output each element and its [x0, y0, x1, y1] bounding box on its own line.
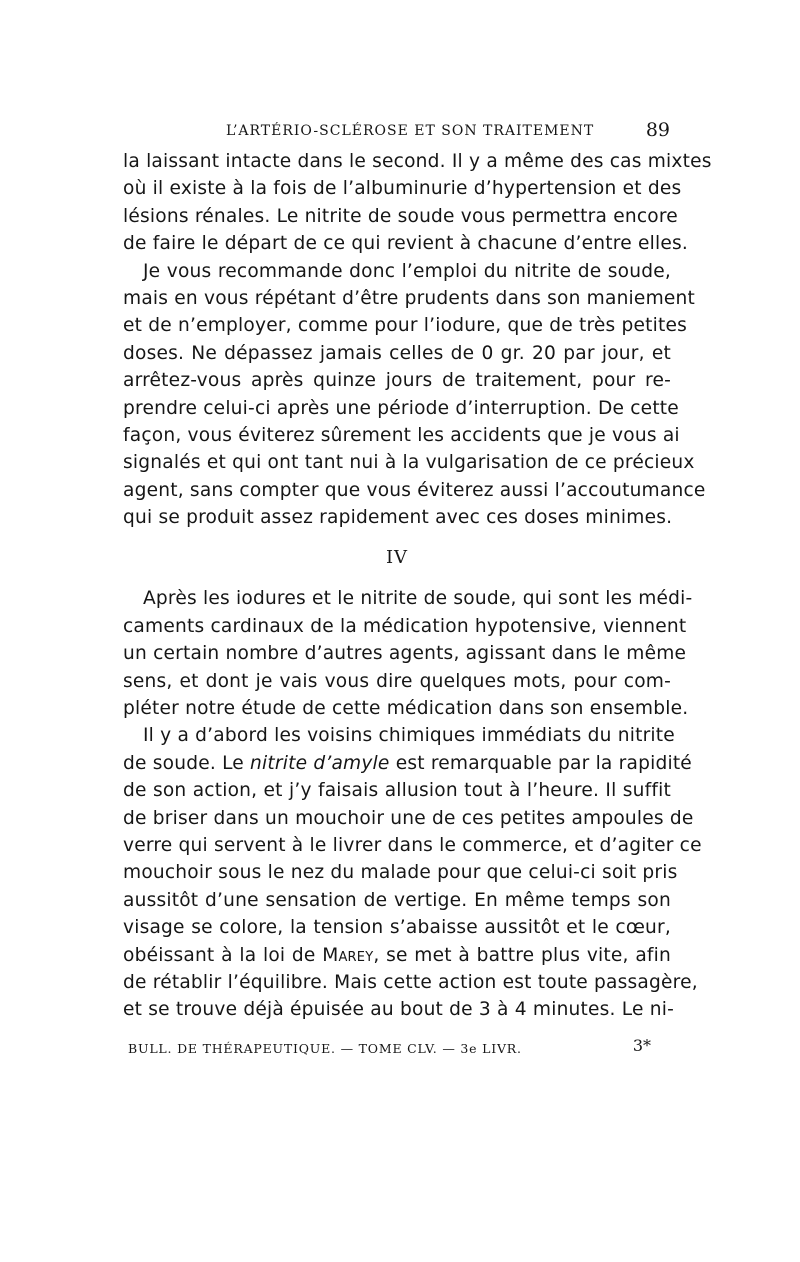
text-line: arrêtez-vous après quinze jours de traitement, pour re- [123, 370, 671, 392]
text-line: verre qui servent à le livrer dans le commerce, et d’agiter ce [123, 834, 702, 856]
text-line: de son action, et j’y faisais allusion tout à l’heure. Il suffit [123, 780, 671, 802]
text-line: et se trouve déjà épuisée au bout de 3 à 4 minutes. Le ni- [123, 999, 675, 1021]
text-line: Après les iodures et le nitrite de soude, qui sont les médi- [143, 588, 693, 610]
text-line: visage se colore, la tension s’abaisse aussitôt et le cœur, [123, 917, 671, 939]
text-line: de rétablir l’équilibre. Mais cette action est toute passagère, [123, 971, 698, 993]
text-line: qui se produit assez rapidement avec ces doses minimes. [123, 507, 673, 529]
text-line: prendre celui-ci après une période d’interruption. De cette [123, 397, 679, 419]
text-line: lésions rénales. Le nitrite de soude vous permettra encore [123, 205, 678, 227]
text-line: Il y a d’abord les voisins chimiques immédiats du nitrite [143, 725, 675, 747]
text-line [123, 750, 692, 777]
text-line: signalés et qui ont tant nui à la vulgarisation de ce précieux [123, 452, 695, 474]
page-footer [128, 1036, 651, 1060]
text-line: mouchoir sous le nez du malade pour que celui-ci soit pris [123, 862, 678, 884]
running-title: L’ARTÉRIO-SCLÉROSE ET SON TRAITEMENT [226, 123, 595, 139]
text-line: et de n’employer, comme pour l’iodure, que de très petites [123, 315, 688, 337]
page-number: 89 [645, 119, 670, 141]
text-line: agent, sans compter que vous éviterez aussi l’accoutumance [123, 479, 706, 501]
text-line: de briser dans un mouchoir une de ces petites ampoules de [123, 807, 694, 829]
text-line [123, 942, 671, 969]
text-line: mais en vous répétant d’être prudents dans son maniement [123, 287, 695, 309]
text-line: la laissant intacte dans le second. Il y a même des cas mixtes [123, 151, 712, 172]
section-heading: IV [385, 547, 409, 569]
small-caps-name: Marey [322, 944, 374, 966]
text-line: où il existe à la fois de l’albuminurie d’hypertension et des [123, 178, 682, 200]
text-line: façon, vous éviterez sûrement les accidents que je vous ai [123, 424, 680, 446]
text-line: pléter notre étude de cette médication dans son ensemble. [123, 698, 689, 720]
text-line: de faire le départ de ce qui revient à chacune d’entre elles. [123, 233, 688, 255]
running-head [123, 117, 670, 149]
text-line: un certain nombre d’autres agents, agissant dans le même [123, 643, 687, 665]
text-fragment: , se met à battre plus vite, afin [373, 944, 672, 966]
text-fragment: est remarquable par la rapidité [389, 752, 692, 774]
italic-term: nitrite d’amyle [250, 752, 390, 774]
text-line: sens, et dont je vais vous dire quelques mots, pour com- [123, 670, 671, 692]
signature-mark: BULL. DE THÉRAPEUTIQUE. — TOME CLV. — 3e LIVR. [128, 1041, 522, 1056]
body-text [123, 148, 712, 1024]
text-line: Je vous recommande donc l’emploi du nitrite de soude, [143, 260, 671, 282]
text-fragment: obéissant à la loi de [123, 944, 323, 966]
text-line: doses. Ne dépassez jamais celles de 0 gr. 20 par jour, et [123, 342, 671, 364]
text-fragment: de soude. Le [123, 752, 251, 774]
text-line: caments cardinaux de la médication hypotensive, viennent [123, 615, 687, 637]
text-line: aussitôt d’une sensation de vertige. En même temps son [123, 889, 671, 911]
signature-number: 3* [632, 1036, 651, 1055]
